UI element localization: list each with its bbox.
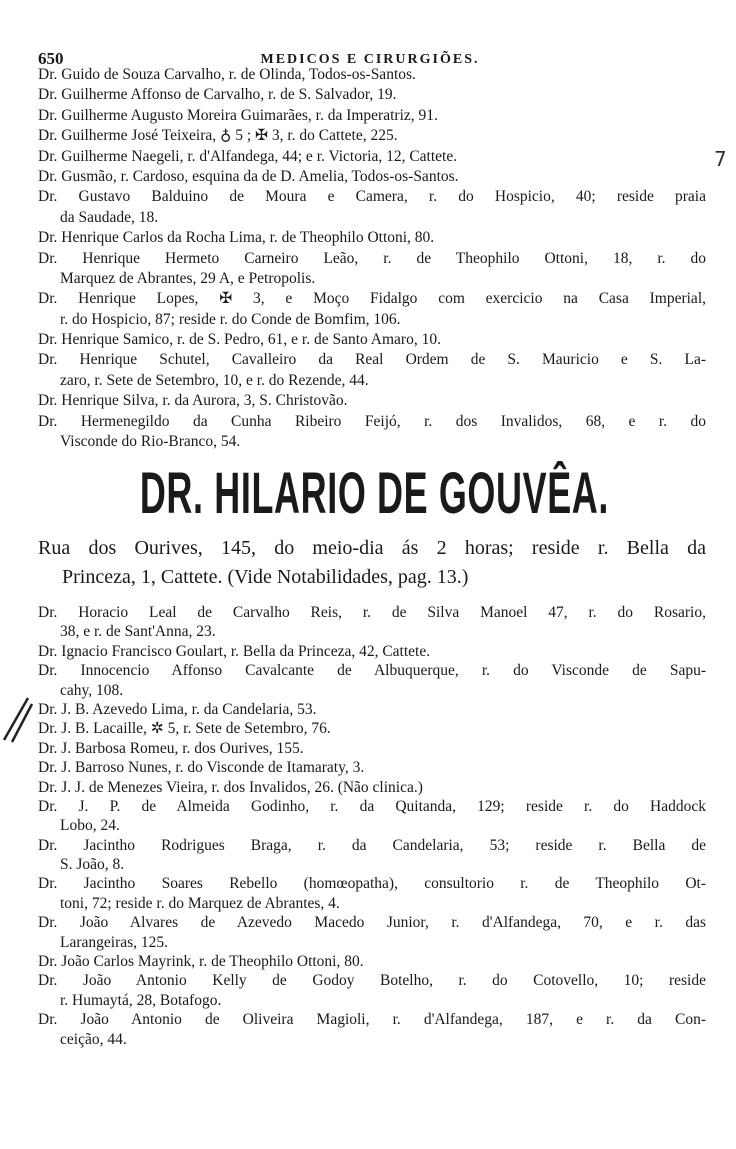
entry-line: Dr. J. P. de Almeida Godinho, r. da Quitanda, 129; reside r. do Haddock (38, 797, 706, 815)
directory-entry (38, 228, 706, 248)
entry-line: Dr. J. Barbosa Romeu, r. dos Ourives, 155. (38, 739, 304, 757)
entry-continuation-line: Visconde do Rio-Branco, 54. (60, 433, 241, 451)
entry-line: Dr. Hermenegildo da Cunha Ribeiro Feijó, r. dos Invalidos, 68, e r. do (38, 412, 706, 430)
directory-entry (38, 952, 706, 971)
entry-line: Dr. Gustavo Balduino de Moura e Camera, r. do Hospicio, 40; reside praia (38, 188, 706, 206)
directory-entry (38, 719, 706, 738)
entry-line: Dr. Ignacio Francisco Goulart, r. Bella da Princeza, 42, Cattete. (38, 642, 431, 660)
entry-continuation-line: toni, 72; reside r. do Marquez de Abrantes, 4. (60, 894, 340, 912)
entry-line: Dr. Henrique Hermeto Carneiro Leão, r. de Theophilo Ottoni, 18, r. do (38, 249, 706, 267)
entry-continuation-line: r. do Hospicio, 87; reside r. do Conde de Bomfim, 106. (60, 310, 401, 328)
entry-line: Dr. João Alvares de Azevedo Macedo Junior, r. d'Alfandega, 70, e r. das (38, 914, 706, 932)
directory-entry (38, 836, 706, 875)
running-title: MEDICOS E CIRURGIÕES. (260, 52, 480, 67)
featured-doctor-name: DR. HILARIO DE GOUVÊA. (139, 461, 610, 526)
directory-entry (38, 147, 706, 167)
directory-entry (38, 85, 706, 105)
margin-slash-mark (0, 690, 34, 750)
entry-line: Dr. Jacintho Soares Rebello (homœopatha), consultorio r. de Theophilo Ot- (38, 875, 706, 893)
entry-line: Dr. Jacintho Rodrigues Braga, r. da Candelaria, 53; reside r. Bella de (38, 836, 706, 854)
directory-entry (38, 167, 706, 187)
featured-address-line: Princeza, 1, Cattete. (Vide Notabilidades, pag. 13.) (62, 566, 469, 588)
entry-line: Dr. Henrique Schutel, Cavalleiro da Real Ordem de S. Mauricio e S. La- (38, 351, 706, 369)
directory-entry (38, 971, 706, 1010)
entry-line: Dr. Horacio Leal de Carvalho Reis, r. de Silva Manoel 47, r. do Rosario, (38, 604, 706, 621)
entry-line: Dr. Henrique Samico, r. de S. Pedro, 61, e r. de Santo Amaro, 10. (38, 331, 441, 349)
directory-entry (38, 65, 706, 85)
entry-continuation-line: r. Humaytá, 28, Botafogo. (60, 991, 222, 1009)
entry-continuation-line: S. João, 8. (60, 856, 125, 874)
directory-entry (38, 330, 706, 350)
directory-entry (38, 874, 706, 913)
entry-line: Dr. J. Barroso Nunes, r. do Visconde de Itamaraty, 3. (38, 759, 365, 777)
entry-line: Dr. J. J. de Menezes Vieira, r. dos Invalidos, 26. (Não clinica.) (38, 778, 423, 796)
featured-doctor-address (38, 534, 706, 592)
entry-line: Dr. João Antonio Kelly de Godoy Botelho, r. do Cotovello, 10; reside (38, 972, 706, 990)
directory-entry (38, 739, 706, 758)
entry-line: Dr. Gusmão, r. Cardoso, esquina da de D. Amelia, Todos-os-Santos. (38, 167, 459, 185)
page-number: 650 (38, 49, 64, 68)
entry-continuation-line: Larangeiras, 125. (60, 933, 169, 951)
directory-entry (38, 661, 706, 700)
entry-continuation-line: da Saudade, 18. (60, 208, 159, 226)
directory-entry (38, 187, 706, 228)
entry-continuation-line: cahy, 108. (60, 681, 124, 699)
entry-line: Dr. João Antonio de Oliveira Magioli, r. d'Alfandega, 187, e r. da Con- (38, 1011, 706, 1029)
directory-entry (38, 412, 706, 453)
directory-entry (38, 350, 706, 391)
directory-entry (38, 642, 706, 661)
entries-top (38, 65, 706, 452)
entry-line: Dr. Henrique Silva, r. da Aurora, 3, S. Christovão. (38, 392, 348, 410)
directory-entry (38, 289, 706, 330)
directory-entry (38, 126, 706, 146)
margin-handwritten-mark: 7 (714, 147, 727, 171)
directory-entry (38, 700, 706, 719)
directory-entry (38, 603, 706, 642)
entries-bottom (38, 603, 706, 1049)
entry-line: Dr. Henrique Carlos da Rocha Lima, r. de Theophilo Ottoni, 80. (38, 229, 435, 247)
entry-line: Dr. Innocencio Affonso Cavalcante de Albuquerque, r. do Visconde de Sapu- (38, 662, 706, 680)
entry-line: Dr. Guilherme José Teixeira, ♁ 5 ; ✠ 3, r. do Cattete, 225. (38, 127, 398, 145)
entry-line: Dr. Guilherme Affonso de Carvalho, r. de S. Salvador, 19. (38, 86, 397, 104)
directory-entry (38, 1010, 706, 1049)
entry-line: Dr. J. B. Lacaille, ✲ 5, r. Sete de Setembro, 76. (38, 720, 331, 738)
entry-line: Dr. Guilherme Naegeli, r. d'Alfandega, 44; e r. Victoria, 12, Cattete. (38, 147, 458, 165)
entry-continuation-line: 38, e r. de Sant'Anna, 23. (60, 623, 216, 641)
directory-entry (38, 797, 706, 836)
featured-address-line: Rua dos Ourives, 145, do meio-dia ás 2 horas; reside r. Bella da (38, 537, 706, 559)
entry-continuation-line: Marquez de Abrantes, 29 A, e Petropolis. (60, 269, 316, 287)
entry-line: Dr. Henrique Lopes, ✠ 3, e Moço Fidalgo com exercicio na Casa Imperial, (38, 290, 706, 308)
entry-line: Dr. João Carlos Mayrink, r. de Theophilo Ottoni, 80. (38, 953, 364, 971)
directory-entry (38, 249, 706, 290)
entry-line: Dr. Guido de Souza Carvalho, r. de Olinda, Todos-os-Santos. (38, 66, 416, 83)
directory-entry (38, 391, 706, 411)
directory-entry (38, 913, 706, 952)
entry-line: Dr. Guilherme Augusto Moreira Guimarães, r. da Imperatriz, 91. (38, 106, 438, 124)
entry-continuation-line: zaro, r. Sete de Setembro, 10, e r. do Rezende, 44. (60, 371, 369, 389)
directory-entry (38, 758, 706, 777)
entry-continuation-line: ceição, 44. (60, 1030, 127, 1048)
directory-entry (38, 106, 706, 126)
entry-continuation-line: Lobo, 24. (60, 817, 120, 835)
directory-entry (38, 778, 706, 797)
entry-line: Dr. J. B. Azevedo Lima, r. da Candelaria, 53. (38, 700, 317, 718)
